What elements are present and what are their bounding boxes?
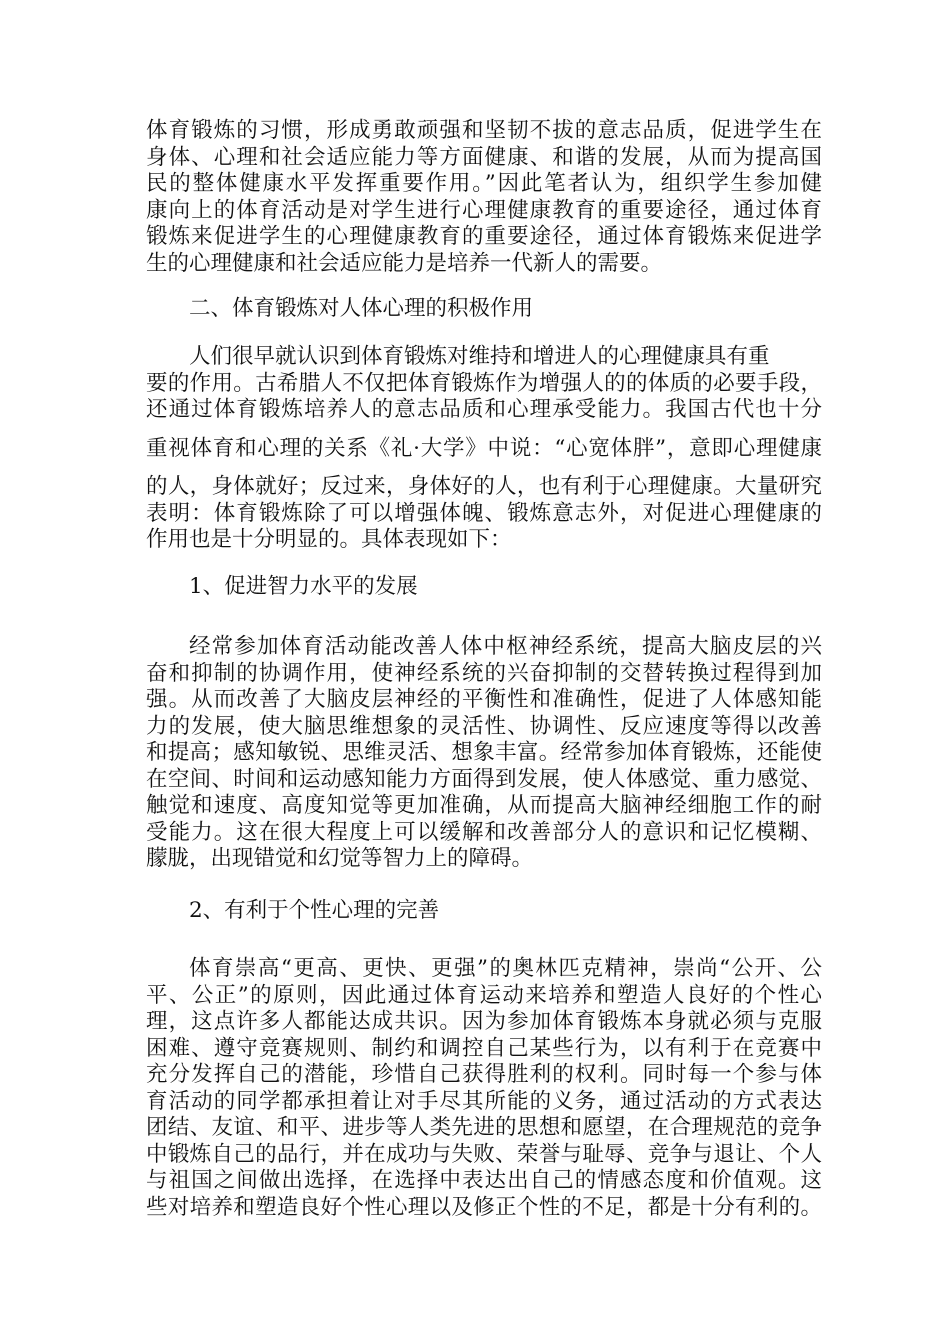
subsection-heading: 2、有利于个性心理的完善 [189,898,440,923]
section-heading: 二、体育锻炼对人体心理的积极作用 [189,296,534,321]
paragraph-line: 和提高；感知敏锐、思维灵活、想象丰富。经常参加体育锻炼，还能使 [146,740,822,765]
paragraph-line: 人们很早就认识到体育锻炼对维持和增进人的心理健康具有重 [189,344,770,369]
subsection-heading: 1、促进智力水平的发展 [189,574,418,599]
paragraph-line: 生的心理健康和社会适应能力是培养一代新人的需要。 [146,250,663,276]
paragraph-line: 中锻炼自己的品行，并在成功与失败、荣誉与耻辱、竞争与退让、个人 [146,1141,822,1167]
paragraph-line: 经常参加体育活动能改善人体中枢神经系统，提高大脑皮层的兴 [189,634,822,659]
paragraph-line: 奋和抑制的协调作用，使神经系统的兴奋抑制的交替转换过程得到加 [146,660,822,686]
paragraph-line: 体育崇高“更高、更快、更强”的奥林匹克精神，崇尚“公开、公 [189,956,822,981]
paragraph-line: 还通过体育锻炼培养人的意志品质和心理承受能力。我国古代也十分 [146,397,822,422]
paragraph-line: 充分发挥自己的潜能，珍惜自己获得胜利的权利。同时每一个参与体 [146,1062,822,1087]
paragraph-1 [146,118,822,277]
paragraph-line: 与祖国之间做出选择，在选择中表达出自己的情感态度和价值观。这 [146,1168,822,1193]
paragraph-line: 体育锻炼的习惯，形成勇敢顽强和坚韧不拔的意志品质，促进学生在 [146,118,822,143]
paragraph-line: 平、公正”的原则，因此通过体育运动来培养和塑造人良好的个性心 [146,982,822,1008]
paragraph-3 [146,634,822,873]
paragraph-line: 些对培养和塑造良好个性心理以及修正个性的不足，都是十分有利的。 [146,1194,822,1220]
paragraph-line: 受能力。这在很大程度上可以缓解和改善部分人的意识和记忆模糊、 [146,819,822,845]
paragraph-line: 重视体育和心理的关系《礼·大学》中说：“心宽体胖”，意即心理健康 [146,435,822,461]
paragraph-line: 康向上的体育活动是对学生进行心理健康教育的重要途径，通过体育 [146,197,822,223]
paragraph-2 [146,344,822,554]
paragraph-line: 困难、遵守竞赛规则、制约和调控自己某些行为，以有利于在竞赛中 [146,1035,822,1061]
paragraph-line: 朦胧，出现错觉和幻觉等智力上的障碍。 [146,846,534,871]
paragraph-line: 表明：体育锻炼除了可以增强体魄、锻炼意志外，对促进心理健康的 [146,500,822,526]
paragraph-line: 身体、心理和社会适应能力等方面健康、和谐的发展，从而为提高国 [146,144,822,170]
paragraph-line: 理，这点许多人都能达成共识。因为参加体育锻炼本身就必须与克服 [146,1009,822,1034]
paragraph-4 [146,956,822,1221]
paragraph-line: 育活动的同学都承担着让对手尽其所能的义务，通过活动的方式表达 [146,1088,822,1114]
paragraph-line: 力的发展，使大脑思维想象的灵活性、协调性、反应速度等得以改善 [146,713,822,739]
paragraph-line: 在空间、时间和运动感知能力方面得到发展，使人体感觉、重力感觉、 [146,766,822,792]
paragraph-line: 要的作用。古希腊人不仅把体育锻炼作为增强人的的体质的必要手段， [146,370,822,396]
paragraph-line: 作用也是十分明显的。具体表现如下： [146,527,512,552]
paragraph-line: 的人，身体就好；反过来，身体好的人，也有利于心理健康。大量研究 [146,474,822,499]
paragraph-line: 团结、友谊、和平、进步等人类先进的思想和愿望，在合理规范的竞争 [146,1115,822,1140]
paragraph-line: 民的整体健康水平发挥重要作用。”因此笔者认为，组织学生参加健 [146,171,822,196]
paragraph-line: 触觉和速度、高度知觉等更加准确，从而提高大脑神经细胞工作的耐 [146,793,822,818]
paragraph-line: 锻炼来促进学生的心理健康教育的重要途径，通过体育锻炼来促进学 [146,224,822,249]
paragraph-line: 强。从而改善了大脑皮层神经的平衡性和准确性，促进了人体感知能 [146,687,822,712]
